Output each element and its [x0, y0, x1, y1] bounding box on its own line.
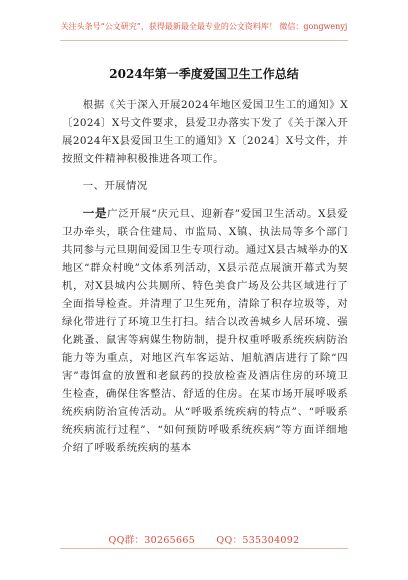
body-paragraph — [62, 204, 348, 457]
header-divider — [60, 40, 348, 41]
footer-contact — [0, 535, 408, 547]
document-title: 2024年第一季度爱国卫生工作总结 — [109, 67, 299, 81]
paragraph-lead: 一是 — [82, 206, 108, 220]
section-heading: 一、开展情况 — [82, 180, 148, 192]
header-banner: 关注头条号“公文研究”，获得最新最全最专业的公文资料库！ 微信：gongwenyj — [60, 22, 348, 31]
document-body — [62, 96, 348, 457]
intro-paragraph: 根据《关于深入开展2024年地区爱国卫生工的通知》X〔2024〕X号文件要求，县爱卫办落实下发了《关于深入开展2024年X县爱国卫生工的通知》X〔2024〕X号文件，并按照文件精神积极推进各项工作。 — [62, 99, 348, 165]
footer-qq-group: QQ群：30265665 — [108, 535, 196, 546]
footer-qq: QQ：535304092 — [216, 535, 300, 546]
footer-divider — [60, 548, 348, 549]
paragraph-text: 广泛开展“庆元旦、迎新春”爱国卫生活动。X县爱卫办牵头，联合住建局、市监局、X镇、执法局等多个部门共同参与元旦期间爱国卫生专项行动。通过X县古城举办的X地区“群众村晚”文体系列活动，X县示范点展演开幕式为契机，对X县城内公共厕所、特色美食广场及公共区域进行了全面指导检查。并清理了卫生死角，清除了积存垃圾等，对绿化带进行了环境卫生打扫。结合以改善城乡人居环境、强化跳蚤、鼠害等病媒生物防制，提升权重呼吸系统疾病防治能力等为重点，对地区汽车客运站、旭航酒店进行了除“四害”毒饵盒的放置和老鼠药的投放检查及酒店住房的环境卫生检查，确保住客整洁、舒适的住房。在某市场开展呼吸系统疾病防治宣传活动。从“呼吸系统疾病的特点”、“呼吸系统疾病流行过程”、“如何预防呼吸系统疾病”等方面详细地介绍了呼吸系统疾病的基本 — [62, 208, 348, 454]
